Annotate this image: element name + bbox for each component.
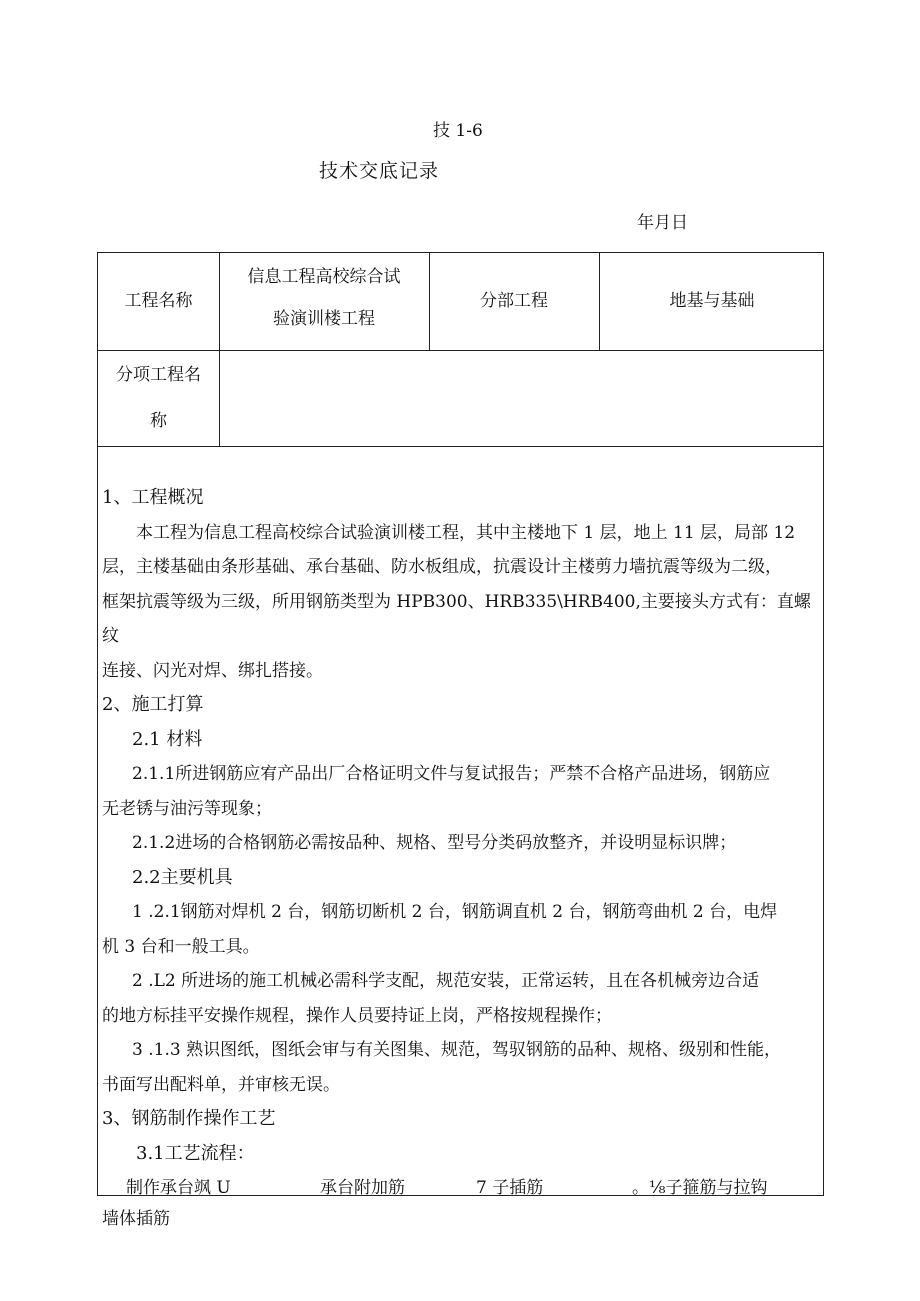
project-name-label: 工程名称 bbox=[124, 291, 193, 311]
section-2-1-heading: 2.1 材料 bbox=[132, 728, 203, 750]
sub-project-value: 地基与基础 bbox=[669, 291, 755, 311]
item-2-1-2: 2.1.2进场的合格钢筋必需按品种、规格、型号分类码放整齐，并设明显标识牌； bbox=[132, 833, 737, 853]
flow-step-3: 7 子插筋 bbox=[476, 1178, 544, 1198]
item-2-2-1-line-1: 1 .2.1钢筋对焊机 2 台，钢筋切断机 2 台，钢筋调直机 2 台，钢筋弯曲机 2 台，电焊 bbox=[132, 902, 778, 922]
flow-step-1: 制作承台飒 U bbox=[126, 1178, 231, 1198]
section-2-2-heading: 2.2主要机具 bbox=[132, 866, 233, 888]
row-divider-1 bbox=[98, 350, 823, 351]
sub-project-label: 分部工程 bbox=[480, 291, 548, 311]
document-code: 技 1-6 bbox=[433, 121, 483, 141]
record-table bbox=[97, 252, 824, 1229]
date-label: 年月日 bbox=[637, 213, 688, 233]
section-1-line-3: 框架抗震等级为三级，所用钢筋类型为 HPB300、HRB335\HRB400,主要接头方式有：直螺纹 bbox=[102, 591, 811, 646]
row-divider-2 bbox=[98, 446, 823, 447]
project-name-line2: 验演训楼工程 bbox=[273, 309, 375, 329]
process-flow bbox=[98, 1171, 823, 1205]
section-2-heading: 2、施工打算 bbox=[102, 694, 204, 715]
section-1-line-2: 层，主楼基础由条形基础、承台基础、防水板组成，抗震设计主楼剪力墙抗震等级为二级， bbox=[102, 557, 782, 577]
document-title: 技术交底记录 bbox=[319, 160, 440, 182]
section-1-line-1: 本工程为信息工程高校综合试验演训楼工程，其中主楼地下 1 层，地上 11 层，局部 12 bbox=[136, 522, 796, 543]
item-name-label bbox=[98, 359, 219, 437]
project-name-value bbox=[219, 261, 429, 335]
item-2-1-1-line-2: 无老锈与油污等现象； bbox=[102, 798, 272, 819]
item-2-2-2-line-1: 2 .L2 所进场的施工机械必需科学支配，规范安装，正常运转，且在各机械旁边合适 bbox=[132, 971, 760, 991]
item-2-1-1-line-1: 2.1.1所进钢筋应宥产品出厂合格证明文件与复试报告；严禁不合格产品进场，钢筋应 bbox=[132, 764, 771, 784]
flow-step-2: 承台附加筋 bbox=[320, 1178, 405, 1198]
item-name-label-line1: 分项工程名 bbox=[116, 365, 201, 385]
item-name-label-line2: 称 bbox=[150, 411, 167, 431]
content-area bbox=[98, 449, 823, 1233]
item-2-2-2-line-2: 的地方标挂平安操作规程，操作人员要持证上岗，严格按规程操作； bbox=[102, 1005, 612, 1026]
item-2-2-1-line-2: 机 3 台和一般工具。 bbox=[102, 936, 260, 957]
item-2-2-3-line-2: 书面写出配料单，并审核无误。 bbox=[102, 1074, 340, 1095]
section-1-line-4: 连接、闪光对焊、绑扎搭接。 bbox=[102, 660, 323, 681]
section-3-heading: 3、钢筋制作操作工艺 bbox=[102, 1108, 276, 1129]
flow-step-4: 。⅛子箍筋与拉钩 bbox=[632, 1178, 768, 1198]
section-1-heading: 1、工程概况 bbox=[102, 487, 204, 508]
item-2-2-3-line-1: 3 .1.3 熟识图纸，图纸会审与有关图集、规范，驾驭钢筋的品种、规格、级别和性能， bbox=[132, 1040, 782, 1060]
project-name-line1: 信息工程高校综合试 bbox=[247, 267, 401, 287]
flow-step-5: 墙体插筋 bbox=[102, 1209, 170, 1229]
section-3-1-heading: 3.1工艺流程： bbox=[136, 1142, 255, 1164]
